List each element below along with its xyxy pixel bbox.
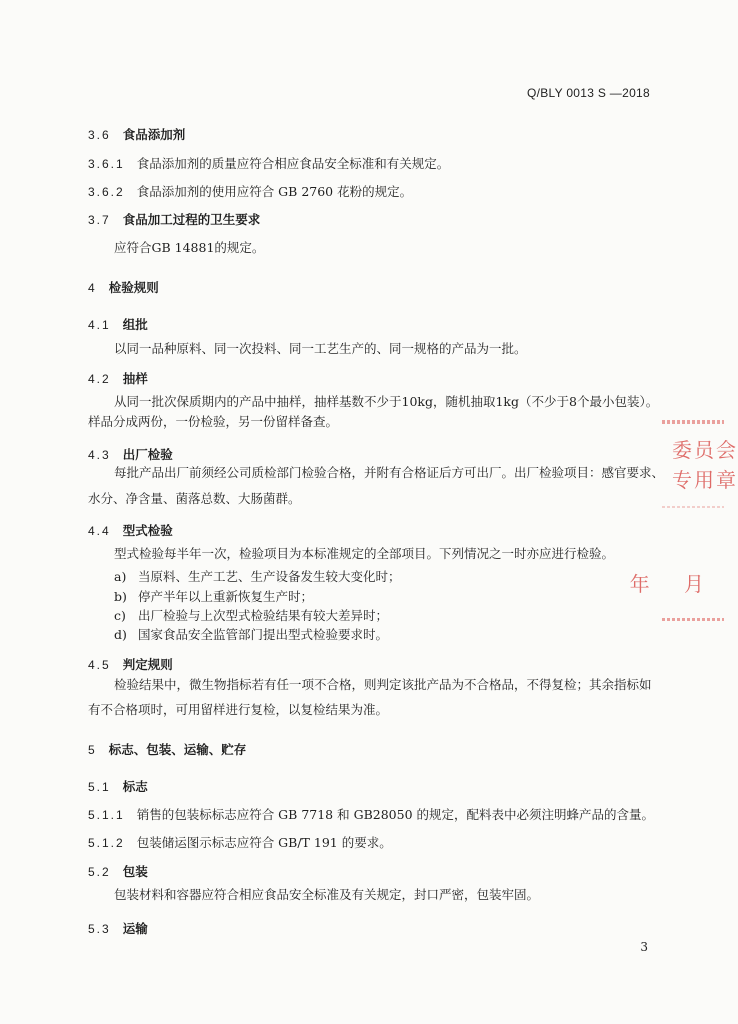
page-number: 3 <box>640 940 648 954</box>
paragraph-4-3-line-1: 每批产品出厂前须经公司质检部门检验合格，并附有合格证后方可出厂。出厂检验项目：感官要求、 <box>114 465 665 480</box>
document-code: Q/BLY 0013 S —2018 <box>526 86 650 100</box>
heading-4-5 <box>88 656 664 674</box>
section-number: 4.1 <box>88 318 111 332</box>
clause-3-6-2 <box>88 183 664 201</box>
heading-4-3 <box>88 446 664 464</box>
paragraph-4-5-line-1: 检验结果中，微生物指标若有任一项不合格，则判定该批产品为不合格品，不得复检；其余指标如 <box>114 677 652 692</box>
section-number: 4.4 <box>88 524 111 538</box>
section-number: 5 <box>88 743 97 757</box>
heading-3-6 <box>88 126 664 144</box>
heading-5-1 <box>88 778 664 796</box>
paragraph-4-2-line-2: 样品分成两份，一份检验，另一份留样备查。 <box>88 414 339 429</box>
heading-5-2 <box>88 863 664 881</box>
seal-border-top <box>662 420 724 424</box>
clause-number: 3.6.1 <box>88 157 125 171</box>
seal-text-line-1: 委员会 <box>672 438 738 462</box>
section-title: 食品添加剂 <box>122 127 186 142</box>
clause-5-1-2 <box>88 834 664 852</box>
section-title: 型式检验 <box>122 523 173 538</box>
seal-date-line: 年 月 <box>629 572 718 596</box>
list-text: 停产半年以上重新恢复生产时； <box>138 589 314 604</box>
seal-divider <box>662 506 724 508</box>
paragraph-4-1: 以同一品种原料、同一次投料、同一工艺生产的、同一规格的产品为一批。 <box>114 341 527 356</box>
seal-stamp <box>629 420 738 630</box>
list-marker: d) <box>114 627 127 642</box>
seal-text-line-2: 专用章 <box>672 468 738 492</box>
section-title: 标志 <box>122 779 148 794</box>
section-number: 5.2 <box>88 865 111 879</box>
clause-text: 食品添加剂的使用应符合 GB 2760 花粉的规定。 <box>136 184 413 199</box>
list-marker: a) <box>114 569 127 584</box>
section-number: 4.5 <box>88 658 111 672</box>
heading-5-3 <box>88 920 664 938</box>
clause-text: 包装储运图示标志应符合 GB/T 191 的要求。 <box>136 835 392 850</box>
section-number: 5.3 <box>88 922 111 936</box>
section-title: 出厂检验 <box>122 447 173 462</box>
list-text: 出厂检验与上次型式检验结果有较大差异时； <box>138 608 389 623</box>
section-title: 检验规则 <box>108 280 159 295</box>
heading-4-4 <box>88 522 664 540</box>
list-item <box>114 626 664 644</box>
section-number: 4.3 <box>88 448 111 462</box>
clause-number: 5.1.2 <box>88 836 125 850</box>
paragraph-4-4: 型式检验每半年一次，检验项目为本标准规定的全部项目。下列情况之一时亦应进行检验。 <box>114 546 615 561</box>
list-marker: c) <box>114 608 126 623</box>
section-title: 组批 <box>122 317 148 332</box>
list-text: 当原料、生产工艺、生产设备发生较大变化时； <box>138 569 401 584</box>
list-item <box>114 588 664 606</box>
heading-3-7 <box>88 211 664 229</box>
clause-5-1-1 <box>88 806 664 824</box>
section-number: 5.1 <box>88 780 111 794</box>
clause-number: 5.1.1 <box>88 808 125 822</box>
heading-4-1 <box>88 316 664 334</box>
section-number: 3.7 <box>88 213 111 227</box>
section-title: 运输 <box>122 921 148 936</box>
paragraph-4-2-line-1: 从同一批次保质期内的产品中抽样，抽样基数不少于10kg，随机抽取1kg（不少于8个最小包装）。 <box>114 394 659 409</box>
section-title: 食品加工过程的卫生要求 <box>122 212 261 227</box>
list-marker: b) <box>114 589 127 604</box>
clause-3-6-1 <box>88 155 664 173</box>
clause-number: 3.6.2 <box>88 185 125 199</box>
heading-5 <box>88 741 664 759</box>
section-title: 抽样 <box>122 371 148 386</box>
list-text: 国家食品安全监管部门提出型式检验要求时。 <box>138 627 389 642</box>
section-title: 包装 <box>122 864 148 879</box>
list-item <box>114 607 664 625</box>
seal-border-bottom <box>662 618 724 621</box>
paragraph-4-3-line-2: 水分、净含量、菌落总数、大肠菌群。 <box>88 491 301 506</box>
section-number: 4 <box>88 281 97 295</box>
section-number: 3.6 <box>88 128 111 142</box>
section-number: 4.2 <box>88 372 111 386</box>
paragraph-4-5-line-2: 有不合格项时，可用留样进行复检，以复检结果为准。 <box>88 702 389 717</box>
paragraph-3-7: 应符合GB 14881的规定。 <box>114 240 265 255</box>
section-title: 判定规则 <box>122 657 173 672</box>
paragraph-5-2: 包装材料和容器应符合相应食品安全标准及有关规定，封口严密，包装牢固。 <box>114 887 540 902</box>
list-item <box>114 568 664 586</box>
clause-text: 销售的包装标标志应符合 GB 7718 和 GB28050 的规定，配料表中必须注明蜂产品的含量。 <box>136 807 654 822</box>
clause-text: 食品添加剂的质量应符合相应食品安全标准和有关规定。 <box>136 156 450 171</box>
heading-4 <box>88 279 664 297</box>
heading-4-2 <box>88 370 664 388</box>
section-title: 标志、包装、运输、贮存 <box>108 742 247 757</box>
